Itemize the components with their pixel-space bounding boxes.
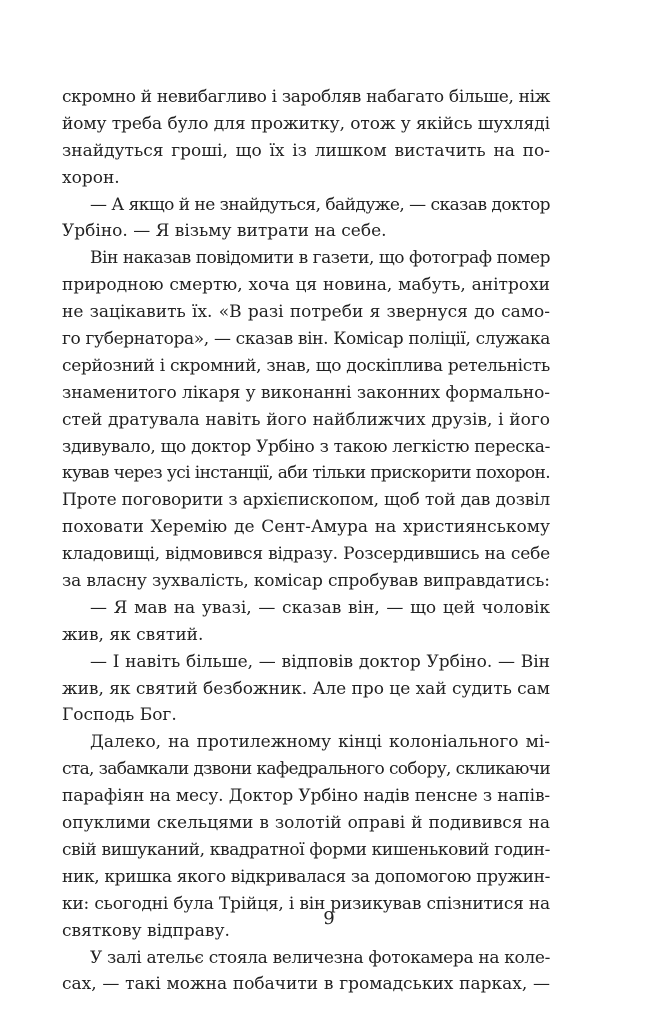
text-line: У залі ательє стояла величезна фотокамера на коле- xyxy=(90,947,550,968)
text-line: Урбіно. — Я візьму витрати на себе. xyxy=(62,221,387,242)
text-line: опуклими скельцями в золотій оправі й подивився на xyxy=(62,813,550,834)
text-line: хорон. xyxy=(62,167,120,188)
body-text xyxy=(62,84,550,998)
text-line: Проте поговорити з архієпископом, щоб той дав дозвіл xyxy=(62,490,550,511)
text-line: сах, — такі можна побачити в громадських парках, — xyxy=(62,974,550,995)
text-line: парафіян на месу. Доктор Урбіно надів пенсне з напів- xyxy=(62,786,550,807)
text-line: не зацікавить їх. «В разі потреби я звернуся до само- xyxy=(62,302,550,323)
text-line: ки: сьогодні була Трійця, і він ризикував спізнитися на xyxy=(62,893,550,914)
text-line: природною смертю, хоча ця новина, мабуть, анітрохи xyxy=(62,275,550,296)
text-line: знаменитого лікаря у виконанні законних формально- xyxy=(62,382,550,403)
text-line: серйозний і скромний, знав, що доскіплива ретельність xyxy=(62,355,550,376)
text-line: скромно й невибагливо і заробляв набагато більше, ніж xyxy=(62,87,550,107)
text-line: Він наказав повідомити в газети, що фотограф помер xyxy=(90,248,550,269)
text-line: го губернатора», — сказав він. Комісар поліції, служака xyxy=(62,329,550,350)
text-line: жив, як святий безбожник. Але про це хай судить сам xyxy=(62,678,550,699)
text-line: кував через усі інстанції, аби тільки прискорити похорон. xyxy=(62,463,550,484)
text-line: свій вишуканий, квадратної форми кишеньковий годин- xyxy=(62,839,550,860)
text-line: за власну зухвалість, комісар спробував виправдатись: xyxy=(62,571,550,592)
text-line: — А якщо й не знайдуться, байдуже, — сказав доктор xyxy=(90,194,550,215)
text-line: знайдуться гроші, що їх із лишком вистачить на по- xyxy=(62,140,550,161)
text-line: йому треба було для прожитку, отож у якійсь шухляді xyxy=(62,113,550,134)
text-line: святкову відправу. xyxy=(62,920,230,941)
text-line: ник, кришка якого відкривалася за допомогою пружин- xyxy=(62,866,550,887)
text-line: Господь Бог. xyxy=(62,705,177,726)
page-number: 9 xyxy=(323,908,335,929)
text-line: Далеко, на протилежному кінці колоніального мі- xyxy=(90,732,550,753)
text-line: поховати Херемію де Сент-Амура на християнському xyxy=(62,517,550,538)
text-line: — Я мав на увазі, — сказав він, — що цей чоловік xyxy=(90,597,550,618)
text-line: стей дратувала навіть його найближчих друзів, і його xyxy=(62,409,550,430)
text-line: — І навіть більше, — відповів доктор Урбіно. — Він xyxy=(90,651,550,672)
text-line: кладовищі, відмовився відразу. Розсердившись на себе xyxy=(62,544,550,565)
text-line: здивувало, що доктор Урбіно з такою легкістю переска- xyxy=(62,436,550,457)
text-line: ста, забамкали дзвони кафедрального собору, скликаючи xyxy=(62,759,550,780)
text-line: жив, як святий. xyxy=(62,624,204,645)
